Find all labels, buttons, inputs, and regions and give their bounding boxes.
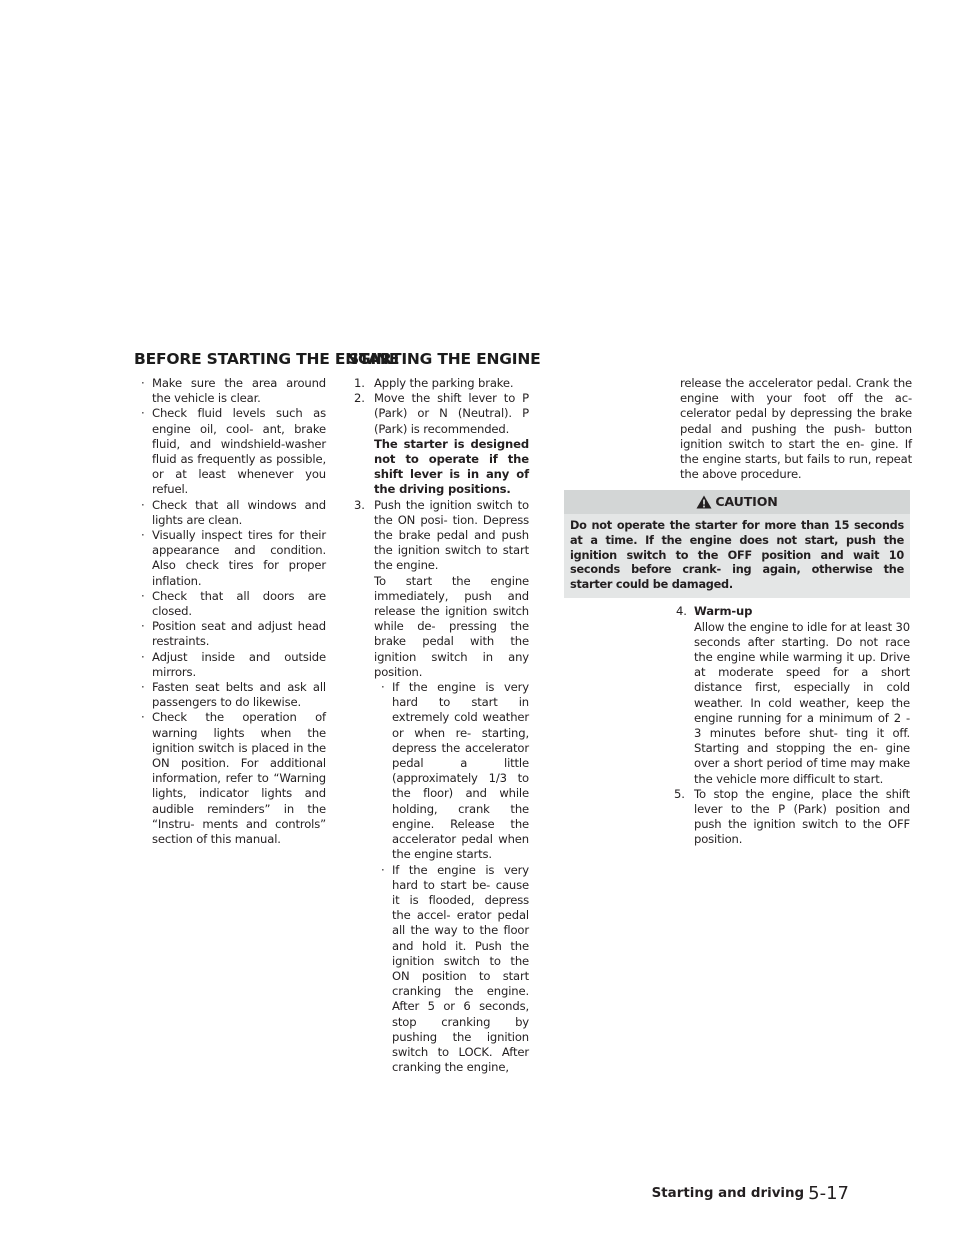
step-2: 2. Move the shift lever to P (Park) or N (Neutral). P (Park) is recommended. — [354, 391, 529, 436]
step-5: 5. To stop the engine, place the shift lever to the P (Park) position and push the ignition switch to the OFF position. — [674, 786, 910, 847]
step-2-note: The starter is designed not to operate if the shift lever is in any of the driving positions. — [374, 436, 529, 497]
bullet-dot-icon: · — [141, 619, 145, 634]
step-3-bullet-1: · If the engine is very hard to start in extremely cold weather or when re- starting, depress the accelerator pedal a little (approximately 1/3 to the floor) and while holding, crank the engine. Release the accelerator pedal when the engine starts. — [381, 680, 529, 862]
bullet-dot-icon: · — [381, 862, 385, 877]
caution-header — [564, 490, 910, 514]
caution-text: Do not operate the starter for more than 15 seconds at a time. If the engine does not start, push the ignition switch to the OFF position and wait 10 seconds before crank- ing again, otherwise the starter could be damaged. — [570, 519, 904, 591]
step-1: 1. Apply the parking brake. — [354, 376, 514, 390]
step-3-paragraph: To start the engine immediately, push and release the ignition switch while de- pressing the brake pedal with the ignition switch in any position. — [374, 573, 529, 679]
bullet-dot-icon: · — [141, 528, 145, 543]
bullet-dot-icon: · — [141, 406, 145, 421]
checklist-item: · Check the operation of warning lights when the ignition switch is placed in the ON position. For additional information, refer to “Warning lights, indicator lights and audible reminders” in the “Instru- ments and controls” section of this manual. — [141, 710, 326, 847]
bullet-dot-icon: · — [141, 649, 145, 664]
caution-box — [564, 490, 910, 598]
section-title-starting-engine: STARTING THE ENGINE — [348, 350, 541, 368]
checklist-item: · Visually inspect tires for their appearance and condition. Also check tires for proper inflation. — [141, 528, 326, 588]
checklist-item: · Make sure the area around the vehicle is clear. — [141, 376, 326, 406]
step-3-bullet-2: · If the engine is very hard to start be- cause it is flooded, depress the accel- erator pedal all the way to the floor and hold it. Push the ignition switch to the ON position to start cranking the engine. After 5 or 6 seconds, stop cranking by pushing the ignition switch to LOCK. After cranking the engine, — [381, 862, 529, 1075]
bullet-dot-icon: · — [141, 497, 145, 512]
footer-section-name: Starting and driving — [651, 1186, 805, 1201]
checklist-item: · Position seat and adjust head restraints. — [141, 619, 326, 649]
checklist-item: · Check that all doors are closed. — [141, 588, 326, 619]
bullet-dot-icon: · — [381, 680, 385, 695]
bullet-dot-icon: · — [141, 710, 145, 725]
checklist-item: · Fasten seat belts and ask all passengers to do likewise. — [141, 680, 326, 710]
step-4-text: Allow the engine to idle for at least 30 seconds after starting. Do not race the engine while warming it up. Drive at moderate speed for a short distance first, especially in cold weather. In cold weather, keep the engine running for a minimum of 2 - 3 minutes before shut- ting it off. Starting and stopping the en- gine over a short period of time may make the vehicle more difficult to start. — [694, 619, 910, 786]
step-3: 3. Push the ignition switch to the ON posi- tion. Depress the brake pedal and push the ignition switch to start the engine. — [354, 497, 529, 573]
section-title-before-starting: BEFORE STARTING THE ENGINE — [134, 350, 400, 368]
checklist-item: · Check that all windows and lights are clean. — [141, 497, 326, 527]
page-footer — [652, 1183, 849, 1204]
page-number: 5-17 — [808, 1183, 849, 1204]
caution-title: CAUTION — [715, 494, 778, 510]
step-3-bullet-2-continued: release the accelerator pedal. Crank the engine with your foot off the ac- celerator pedal by depressing the brake pedal and pushing the push- button ignition switch to start the en- gine. If the engine starts, but fails to run, repeat the above procedure. — [680, 376, 912, 482]
warning-triangle-icon — [696, 495, 712, 509]
bullet-dot-icon: · — [141, 680, 145, 695]
starting-steps-column-1 — [354, 376, 529, 1075]
bullet-dot-icon: · — [141, 376, 145, 390]
checklist-item: · Check fluid levels such as engine oil, cool- ant, brake fluid, and windshield-washer fluid as frequently as possible, or at least whenever you refuel. — [141, 406, 326, 497]
bullet-dot-icon: · — [141, 588, 145, 603]
starting-steps-column-2 — [566, 376, 912, 848]
step-4-title: 4. Warm-up — [676, 604, 753, 619]
step-3-bullets — [354, 680, 529, 1075]
checklist-item: · Adjust inside and outside mirrors. — [141, 649, 326, 679]
before-starting-checklist — [134, 376, 326, 847]
